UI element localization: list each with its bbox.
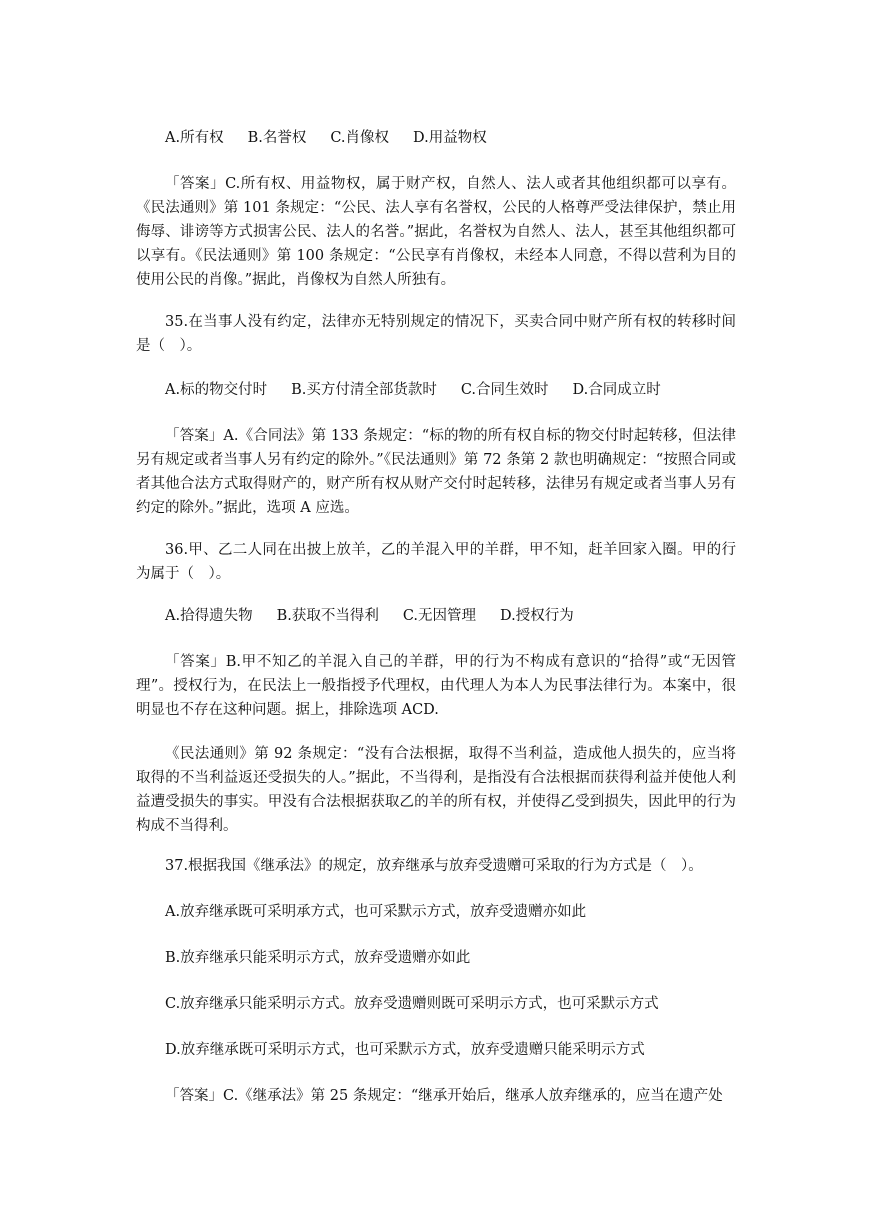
q36-explanation: 《民法通则》第 92 条规定：“没有合法根据，取得不当利益，造成他人损失的，应当将取得的不当利益返还受损失的人。”据此，不当得利，是指没有合法根据而获得利益并使他人利益遭受损失的事实。甲没有合法根据获取乙的羊的所有权，并使得乙受到损失，因此甲的行为构成不当得利。	[136, 746, 736, 834]
q34-answer: 「答案」C.所有权、用益物权，属于财产权，自然人、法人或者其他组织都可以享有。《民法通则》第 101 条规定：“公民、法人享有名誉权，公民的人格尊严受法律保护，禁止用侮辱、诽谤等方式损害公民、法人的名誉。”据此，名誉权为自然人、法人，甚至其他组织都可以享有。《民法通则》第 100 条规定：“公民享有肖像权，未经本人同意，不得以营利为目的使用公民的肖像。”据此，肖像权为自然人所独有。	[136, 176, 736, 288]
q36-option-c: C.无因管理	[402, 608, 477, 624]
q36-option-a: A.拾得遗失物	[165, 608, 253, 624]
q36-option-b: B.获取不当得利	[276, 608, 379, 624]
q37-question: 37.根据我国《继承法》的规定，放弃继承与放弃受遗赠可采取的行为方式是（ ）。	[165, 858, 703, 874]
q37-answer: 「答案」C.《继承法》第 25 条规定：“继承开始后，继承人放弃继承的，应当在遗产处	[165, 1088, 723, 1104]
q37-option-a: A.放弃继承既可采明承方式，也可采默示方式，放弃受遗赠亦如此	[165, 904, 587, 920]
q37-option-b: B.放弃继承只能采明示方式，放弃受遗赠亦如此	[165, 950, 471, 966]
q36-options	[136, 604, 736, 628]
q34-option-a: A.所有权	[165, 130, 224, 146]
q34-options	[136, 126, 736, 150]
q35-option-a: A.标的物交付时	[165, 382, 268, 398]
q34-option-b: B.名誉权	[247, 130, 307, 146]
q36-answer: 「答案」B.甲不知乙的羊混入自己的羊群，甲的行为不构成有意识的“拾得”或“无因管理”。授权行为，在民法上一般指授予代理权，由代理人为本人为民事法律行为。本案中，很明显也不存在这种问题。据上，排除选项 ACD.	[136, 654, 736, 718]
q35-question: 35.在当事人没有约定，法律亦无特别规定的情况下，买卖合同中财产所有权的转移时间是（ ）。	[136, 314, 736, 354]
q35-options	[136, 378, 736, 402]
q35-option-c: C.合同生效时	[460, 382, 549, 398]
q35-option-d: D.合同成立时	[572, 382, 661, 398]
q34-option-d: D.用益物权	[413, 130, 487, 146]
q37-option-d: D.放弃继承既可采明示方式，也可采默示方式，放弃受遗赠只能采明示方式	[165, 1042, 645, 1058]
q34-option-c: C.肖像权	[330, 130, 390, 146]
q37-option-c: C.放弃继承只能采明示方式。放弃受遗赠则既可采明示方式，也可采默示方式	[165, 996, 659, 1012]
q36-option-d: D.授权行为	[500, 608, 574, 624]
q35-answer: 「答案」A.《合同法》第 133 条规定：“标的物的所有权自标的物交付时起转移，但法律另有规定或者当事人另有约定的除外。”《民法通则》第 72 条第 2 款也明确规定：“按照合同或者其他合法方式取得财产的，财产所有权从财产交付时起转移，法律另有规定或者当事人另有约定的除外。”据此，选项 A 应选。	[136, 428, 736, 516]
q36-question: 36.甲、乙二人同在出披上放羊，乙的羊混入甲的羊群，甲不知，赶羊回家入圈。甲的行为属于（ ）。	[136, 542, 736, 582]
q35-option-b: B.买方付清全部货款时	[291, 382, 437, 398]
